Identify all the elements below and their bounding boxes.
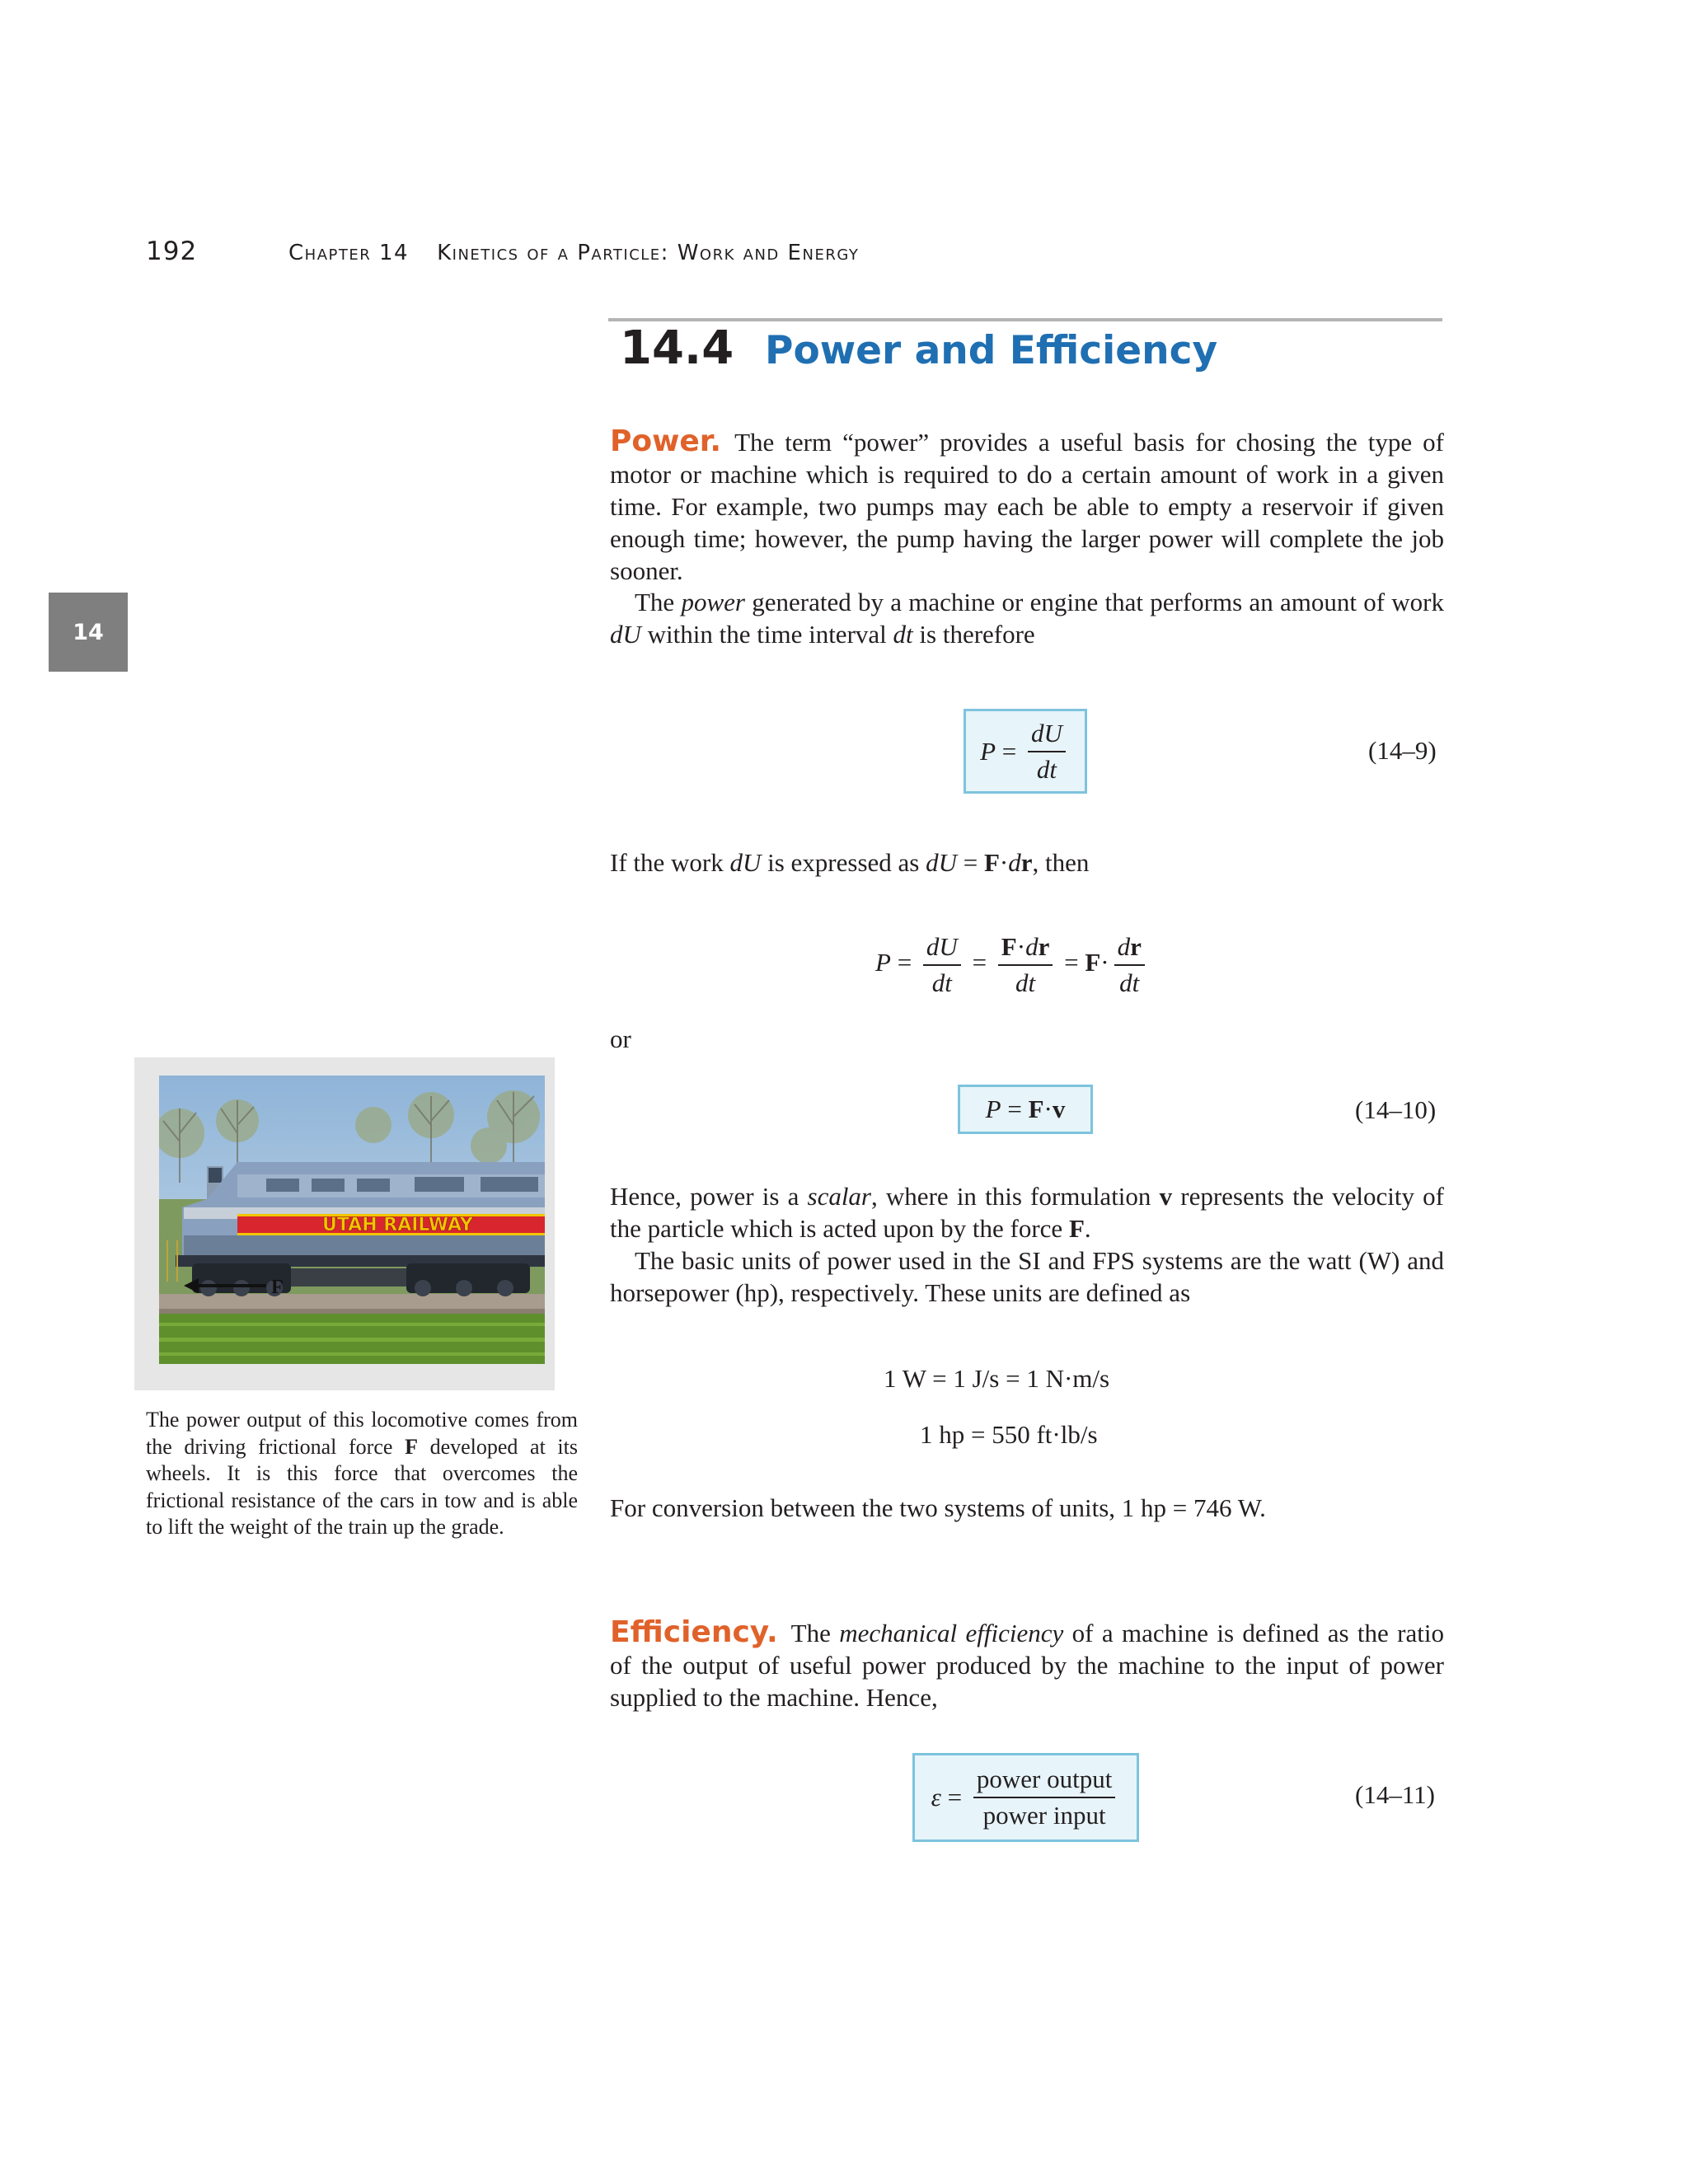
- equation-14-10: P = F · v: [958, 1085, 1093, 1134]
- scalar-paragraph: [610, 1180, 1444, 1244]
- text-run: represents the velocity of the particle which is acted upon by the force: [610, 1182, 1444, 1243]
- variable-dt: dt: [893, 620, 913, 649]
- equation-number-14-11: (14–11): [1355, 1780, 1435, 1809]
- page-number: 192: [146, 237, 198, 266]
- efficiency-heading: Efficiency.: [610, 1615, 778, 1649]
- variable-dU: dU: [610, 620, 641, 649]
- text-run: developed at its wheels. It is this force that overcomes the frictional resistance of the cars in tow and is able to lift the weight of the train up the grade.: [146, 1434, 578, 1539]
- power-derivation-equation: P = $\frac{dU}{dt}$ = $\frac{F\cdot dr}{dt}$ = F· $\frac{dr}{dt}$: [875, 931, 1150, 999]
- equation-14-11: ε = $\frac{\text{power output}}{\text{power input}}$: [912, 1753, 1139, 1842]
- equation-number-14-9: (14–9): [1368, 736, 1437, 765]
- variable-F: F: [405, 1434, 418, 1459]
- text-emphasis: scalar: [807, 1182, 871, 1211]
- text-run: .: [1084, 1214, 1091, 1243]
- equation-14-9: P = $\frac{dU}{dt}$: [964, 709, 1087, 794]
- text-run: generated by a machine or engine that performs an amount of work: [744, 588, 1445, 616]
- variable-F: F: [1068, 1214, 1085, 1243]
- text-run: is expressed as: [761, 848, 926, 877]
- power-paragraph: [610, 425, 1444, 587]
- efficiency-denominator: power input: [982, 1801, 1106, 1830]
- power-heading: Power.: [610, 424, 722, 458]
- work-expression-line: If the work dU is expressed as dU = F·dr, then: [610, 848, 1090, 877]
- text-run: The: [790, 1619, 840, 1647]
- efficiency-numerator: power output: [973, 1764, 1115, 1798]
- text-run: The: [635, 588, 682, 616]
- power-text: The term “power” provides a useful basis for chosing the type of motor or machine which is required to do a certain amount of work in a given time. For example, two pumps may each be able to empty a reservoir if given enough time; however, the pump having the larger power will complete the job sooner.: [610, 428, 1444, 585]
- section-number: 14.4: [620, 321, 734, 375]
- efficiency-paragraph: [610, 1616, 1444, 1713]
- running-head-chapter: Chapter 14: [288, 241, 410, 265]
- force-label: F: [271, 1277, 284, 1298]
- text-run: , where in this formulation: [871, 1182, 1160, 1211]
- unit-equation-horsepower: 1 hp = 550 ft·lb/s: [920, 1420, 1098, 1449]
- locomotive-photo: [159, 1076, 545, 1364]
- units-paragraph: The basic units of power used in the SI and FPS systems are the watt (W) and horsepower (hp), respectively. These units are defined as: [610, 1246, 1444, 1307]
- text-run: of a machine is defined as the ratio of the output of useful power produced by the machine to the input of power supplied to the machine. Hence,: [610, 1619, 1444, 1712]
- text-run: Hence, power is a: [610, 1182, 808, 1211]
- text-run: , then: [1032, 848, 1090, 877]
- running-head-title: Kinetics of a Particle: Work and Energy: [437, 241, 860, 265]
- text-run: The power output of this locomotive comes from the driving frictional force: [146, 1408, 578, 1459]
- unit-equation-watt: 1 W = 1 J/s = 1 N·m/s: [884, 1364, 1110, 1393]
- or-word: or: [610, 1024, 631, 1053]
- text-emphasis: power: [681, 588, 745, 616]
- conversion-line: For conversion between the two systems of units, 1 hp = 746 W.: [610, 1493, 1266, 1522]
- section-title: Power and Efficiency: [765, 328, 1218, 373]
- equation-number-14-10: (14–10): [1355, 1095, 1437, 1124]
- power-definition-paragraph: [610, 586, 1444, 650]
- text-run: is therefore: [912, 620, 1035, 649]
- text-run: within the time interval: [640, 620, 893, 649]
- variable-v: v: [1159, 1182, 1173, 1211]
- chapter-tab: 14: [49, 593, 128, 672]
- text-run: If the work: [610, 848, 730, 877]
- running-head: [288, 241, 859, 265]
- figure-caption: [146, 1407, 578, 1541]
- text-emphasis: mechanical efficiency: [839, 1619, 1064, 1647]
- locomotive-sign: UTAH RAILWAY: [322, 1215, 473, 1235]
